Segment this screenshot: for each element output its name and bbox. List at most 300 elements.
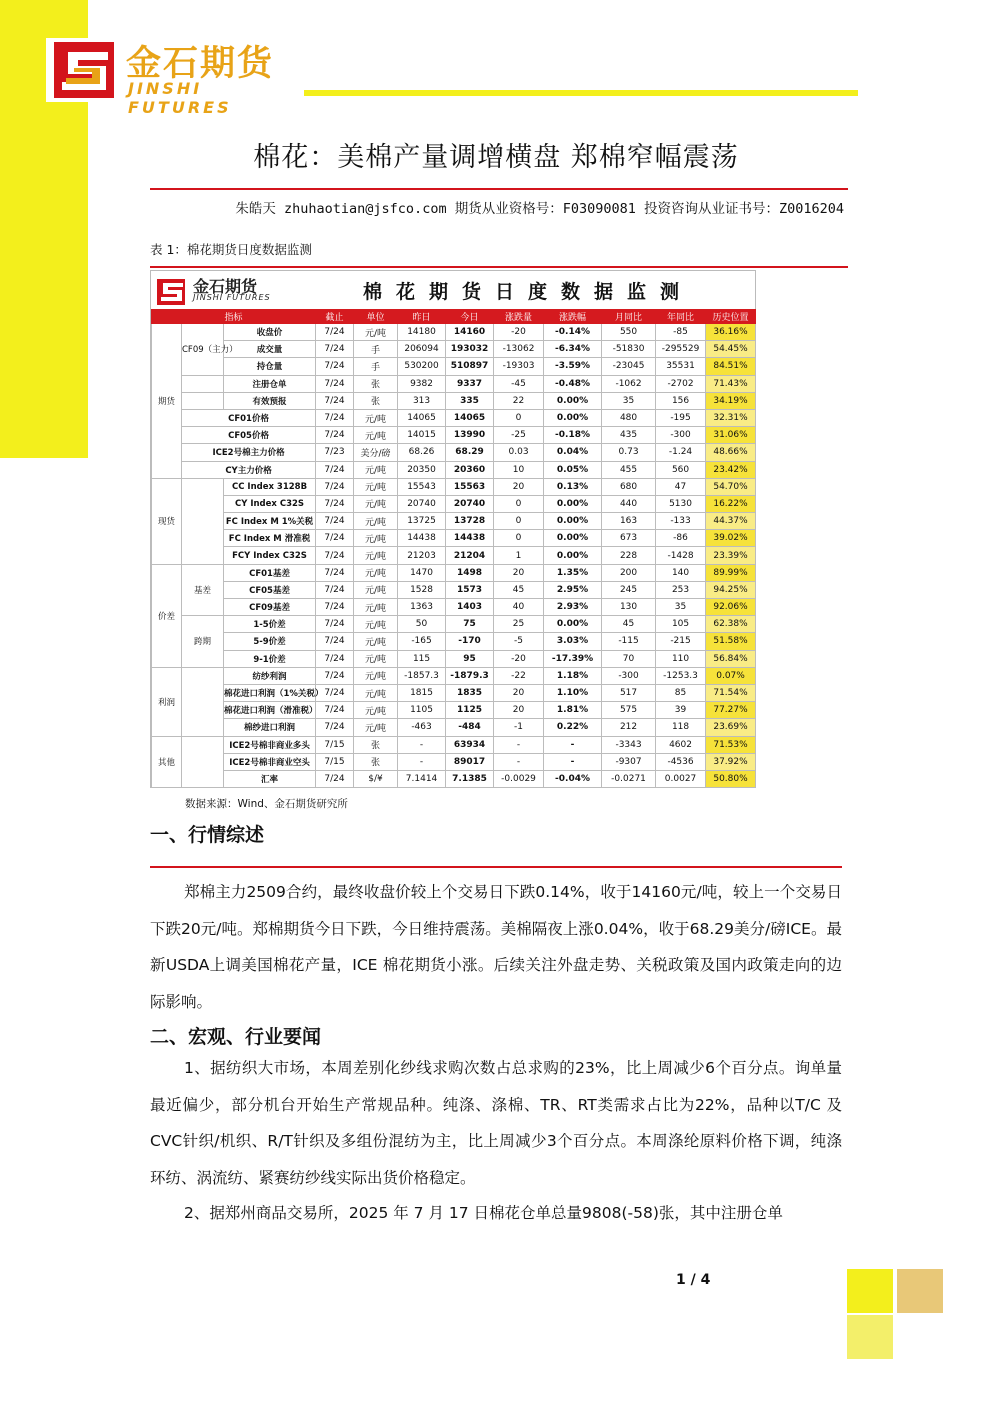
document-title: 棉花：美棉产量调增横盘 郑棉窄幅震荡 [253, 142, 739, 173]
value-cell: - [544, 736, 602, 753]
value-cell: 1528 [398, 581, 446, 598]
value-cell: -1062 [602, 375, 656, 392]
value-cell: 1835 [446, 684, 494, 701]
value-cell: - [398, 736, 446, 753]
value-cell: 0.07% [706, 667, 756, 684]
table-body [152, 324, 756, 788]
value-cell: 元/吨 [354, 564, 398, 581]
cotton-data-table [151, 309, 756, 788]
metric-label-cell: 收盘价 [224, 324, 316, 341]
value-cell: -2702 [656, 375, 706, 392]
value-cell: -51830 [602, 341, 656, 358]
value-cell: 1.18% [544, 667, 602, 684]
value-cell: 0.00% [544, 409, 602, 426]
author-line: 朱皓天 zhuhaotian@jsfco.com 期货从业资格号：F03090081 投资咨询从业证书号：Z0016204 [235, 201, 844, 217]
table-row [152, 513, 756, 530]
value-cell: 23.39% [706, 547, 756, 564]
value-cell: -1857.3 [398, 667, 446, 684]
group-label-cell: 利润 [152, 667, 182, 736]
value-cell: -85 [656, 324, 706, 341]
table-row [152, 478, 756, 495]
value-cell: 张 [354, 375, 398, 392]
table-row [152, 702, 756, 719]
header-cell: 历史位置 [706, 310, 756, 324]
value-cell: 23.69% [706, 719, 756, 736]
value-cell: 元/吨 [354, 409, 398, 426]
table-title: 棉花期货日度数据监测 [362, 281, 693, 303]
group-label-cell: 基差 [182, 564, 224, 616]
value-cell: 105 [656, 616, 706, 633]
value-cell: 20350 [398, 461, 446, 478]
table-row [152, 409, 756, 426]
value-cell: -1879.3 [446, 667, 494, 684]
value-cell: 7/24 [316, 547, 354, 564]
group-label-cell: 现货 [152, 478, 182, 564]
value-cell: 7/24 [316, 684, 354, 701]
value-cell: 36.16% [706, 324, 756, 341]
value-cell: - [494, 736, 544, 753]
value-cell: -0.48% [544, 375, 602, 392]
metric-label-cell: CY主力价格 [182, 461, 316, 478]
value-cell: 手 [354, 358, 398, 375]
value-cell: 50 [398, 616, 446, 633]
section-2-text-1: 1、据纺织大市场，本周差别化纱线求购次数占总求购的23%，比上周减少6个百分点。询单量最近偏少，部分机台开始生产常规品种。纯涤、涤棉、TR、RT类需求占比为22%，品种以T/C 及CVC针织/机织、R/T针织及多组份混纺为主，比上周减少3个百分点。本周涤纶原料价格下调，纯涤环纺、涡流纺、紧赛纺纱线实际出货价格稳定。 [150, 1059, 842, 1187]
value-cell: 元/吨 [354, 513, 398, 530]
value-cell: 673 [602, 530, 656, 547]
value-cell: -0.14% [544, 324, 602, 341]
value-cell: 35531 [656, 358, 706, 375]
table-header-banner [151, 271, 755, 310]
value-cell: 元/吨 [354, 616, 398, 633]
value-cell: 115 [398, 650, 446, 667]
metric-label-cell: ICE2号棉非商业多头 [224, 736, 316, 753]
value-cell: 440 [602, 495, 656, 512]
value-cell: 21203 [398, 547, 446, 564]
value-cell: 9337 [446, 375, 494, 392]
metric-label-cell: CF01基差 [224, 564, 316, 581]
group-label-cell [182, 375, 224, 392]
value-cell: 16.22% [706, 495, 756, 512]
table-row [152, 667, 756, 684]
value-cell: 212 [602, 719, 656, 736]
value-cell: 530200 [398, 358, 446, 375]
value-cell: -195 [656, 409, 706, 426]
table-row [152, 341, 756, 358]
value-cell: 200 [602, 564, 656, 581]
value-cell: 206094 [398, 341, 446, 358]
value-cell: 35 [656, 599, 706, 616]
value-cell: 张 [354, 753, 398, 770]
value-cell: 0.00% [544, 547, 602, 564]
value-cell: 45 [494, 581, 544, 598]
value-cell: 0.03 [494, 444, 544, 461]
table-logo-en: JINSHI FUTURES [193, 293, 271, 302]
value-cell: 14160 [446, 324, 494, 341]
value-cell: 20 [494, 478, 544, 495]
value-cell: 7/24 [316, 770, 354, 787]
value-cell: 元/吨 [354, 650, 398, 667]
value-cell: 156 [656, 392, 706, 409]
value-cell: 1105 [398, 702, 446, 719]
value-cell: 85 [656, 684, 706, 701]
title-divider [150, 188, 848, 190]
value-cell: 94.25% [706, 581, 756, 598]
value-cell: 7/24 [316, 530, 354, 547]
header-yellow-line [304, 90, 858, 96]
value-cell: 元/吨 [354, 684, 398, 701]
value-cell: 63934 [446, 736, 494, 753]
value-cell: 元/吨 [354, 427, 398, 444]
value-cell: 元/吨 [354, 599, 398, 616]
value-cell: 7/24 [316, 324, 354, 341]
value-cell: 14015 [398, 427, 446, 444]
metric-label-cell: ICE2号棉主力价格 [182, 444, 316, 461]
metric-label-cell: ICE2号棉非商业空头 [224, 753, 316, 770]
group-label-cell: 其他 [152, 736, 182, 788]
table-row [152, 375, 756, 392]
value-cell: 1 [494, 547, 544, 564]
value-cell: 32.31% [706, 409, 756, 426]
value-cell: -1253.3 [656, 667, 706, 684]
metric-label-cell: CC Index 3128B [224, 478, 316, 495]
value-cell: -1428 [656, 547, 706, 564]
table-row [152, 633, 756, 650]
value-cell: 元/吨 [354, 719, 398, 736]
value-cell: 元/吨 [354, 702, 398, 719]
value-cell: 7/24 [316, 341, 354, 358]
value-cell: 1.10% [544, 684, 602, 701]
value-cell: 1573 [446, 581, 494, 598]
value-cell: -22 [494, 667, 544, 684]
value-cell: - [494, 753, 544, 770]
value-cell: $/¥ [354, 770, 398, 787]
value-cell: -215 [656, 633, 706, 650]
value-cell: 22 [494, 392, 544, 409]
value-cell: -4536 [656, 753, 706, 770]
value-cell: 7/15 [316, 736, 354, 753]
value-cell: - [398, 753, 446, 770]
logo-chinese-text: 金石期货 [126, 44, 275, 84]
value-cell: 元/吨 [354, 633, 398, 650]
value-cell: 14180 [398, 324, 446, 341]
metric-label-cell: FCY Index C32S [224, 547, 316, 564]
value-cell: 7/24 [316, 409, 354, 426]
metric-label-cell: 注册仓单 [224, 375, 316, 392]
metric-label-cell: 有效预报 [224, 392, 316, 409]
value-cell: 13725 [398, 513, 446, 530]
header-cell: 单位 [354, 310, 398, 324]
page-number: 1 / 4 [676, 1272, 711, 1288]
value-cell: 20 [494, 564, 544, 581]
value-cell: 1363 [398, 599, 446, 616]
value-cell: 47 [656, 478, 706, 495]
group-label-cell [182, 392, 224, 409]
value-cell: -13062 [494, 341, 544, 358]
value-cell: 130 [602, 599, 656, 616]
value-cell: -20 [494, 650, 544, 667]
group-label-cell: CF09（主力） [182, 324, 224, 376]
value-cell: 2.95% [544, 581, 602, 598]
value-cell: 1125 [446, 702, 494, 719]
group-label-cell: 期货 [152, 324, 182, 479]
value-cell: 1498 [446, 564, 494, 581]
value-cell: 77.27% [706, 702, 756, 719]
group-label-cell [182, 667, 224, 736]
value-cell: 51.58% [706, 633, 756, 650]
value-cell: -300 [656, 427, 706, 444]
value-cell: 14065 [446, 409, 494, 426]
value-cell: -115 [602, 633, 656, 650]
metric-label-cell: 9-1价差 [224, 650, 316, 667]
value-cell: 118 [656, 719, 706, 736]
value-cell: 7/24 [316, 616, 354, 633]
table-caption: 表 1：棉花期货日度数据监测 [150, 242, 312, 257]
value-cell: 68.29 [446, 444, 494, 461]
group-label-cell [182, 478, 224, 564]
value-cell: -295529 [656, 341, 706, 358]
value-cell: 56.84% [706, 650, 756, 667]
metric-label-cell: 棉花进口利润（滑准税） [224, 702, 316, 719]
value-cell: 7/24 [316, 427, 354, 444]
table-header-row [152, 310, 756, 324]
value-cell: 480 [602, 409, 656, 426]
value-cell: 7/24 [316, 392, 354, 409]
data-source-note: 数据来源：Wind、金石期货研究所 [185, 798, 348, 810]
value-cell: 0 [494, 513, 544, 530]
value-cell: -133 [656, 513, 706, 530]
value-cell: 0.00% [544, 392, 602, 409]
value-cell: 7/24 [316, 513, 354, 530]
value-cell: 54.70% [706, 478, 756, 495]
value-cell: 50.80% [706, 770, 756, 787]
decorative-square [847, 1269, 893, 1313]
value-cell: -23045 [602, 358, 656, 375]
section-2-paragraph-2 [150, 1195, 842, 1232]
value-cell: 7/24 [316, 650, 354, 667]
value-cell: 7/15 [316, 753, 354, 770]
table-row [152, 616, 756, 633]
value-cell: 575 [602, 702, 656, 719]
table-row [152, 599, 756, 616]
value-cell: 25 [494, 616, 544, 633]
value-cell: 37.92% [706, 753, 756, 770]
value-cell: -5 [494, 633, 544, 650]
table-row [152, 547, 756, 564]
value-cell: 手 [354, 341, 398, 358]
value-cell: -19303 [494, 358, 544, 375]
value-cell: -86 [656, 530, 706, 547]
value-cell: -484 [446, 719, 494, 736]
value-cell: 元/吨 [354, 495, 398, 512]
table-row [152, 770, 756, 787]
value-cell: -463 [398, 719, 446, 736]
header-cell: 指标 [152, 310, 316, 324]
value-cell: 62.38% [706, 616, 756, 633]
table-row [152, 358, 756, 375]
value-cell: 48.66% [706, 444, 756, 461]
decorative-square [847, 1315, 893, 1359]
value-cell: 美分/磅 [354, 444, 398, 461]
value-cell: 0.00% [544, 513, 602, 530]
value-cell: 1403 [446, 599, 494, 616]
value-cell: 21204 [446, 547, 494, 564]
value-cell: 39.02% [706, 530, 756, 547]
value-cell: 84.51% [706, 358, 756, 375]
metric-label-cell: FC Index M 滑准税 [224, 530, 316, 547]
value-cell: -45 [494, 375, 544, 392]
value-cell: 54.45% [706, 341, 756, 358]
value-cell: -3.59% [544, 358, 602, 375]
value-cell: 245 [602, 581, 656, 598]
metric-label-cell: 1-5价差 [224, 616, 316, 633]
header-cell: 涨跌幅 [544, 310, 602, 324]
value-cell: 7/24 [316, 461, 354, 478]
table-row [152, 530, 756, 547]
value-cell: 0.13% [544, 478, 602, 495]
value-cell: 7/24 [316, 495, 354, 512]
value-cell: 35 [602, 392, 656, 409]
value-cell: 20740 [398, 495, 446, 512]
value-cell: 张 [354, 392, 398, 409]
value-cell: 元/吨 [354, 324, 398, 341]
value-cell: 7/24 [316, 719, 354, 736]
value-cell: 1815 [398, 684, 446, 701]
section-1-paragraph [150, 874, 842, 1020]
value-cell: 2.93% [544, 599, 602, 616]
value-cell: 0.0027 [656, 770, 706, 787]
value-cell: -170 [446, 633, 494, 650]
table-row [152, 753, 756, 770]
section-2-heading: 二、宏观、行业要闻 [150, 1026, 322, 1048]
value-cell: 20 [494, 702, 544, 719]
table-row [152, 736, 756, 753]
value-cell: 20740 [446, 495, 494, 512]
metric-label-cell: CF09基差 [224, 599, 316, 616]
table-row [152, 495, 756, 512]
caption-divider [150, 266, 848, 268]
table-row [152, 650, 756, 667]
table-row [152, 444, 756, 461]
value-cell: 68.26 [398, 444, 446, 461]
value-cell: -6.34% [544, 341, 602, 358]
value-cell: 71.54% [706, 684, 756, 701]
table-row [152, 564, 756, 581]
value-cell: -9307 [602, 753, 656, 770]
value-cell: 23.42% [706, 461, 756, 478]
value-cell: 15543 [398, 478, 446, 495]
header-cell: 昨日 [398, 310, 446, 324]
table-row [152, 461, 756, 478]
value-cell: 0.00% [544, 495, 602, 512]
metric-label-cell: 持仓量 [224, 358, 316, 375]
value-cell: 7/24 [316, 633, 354, 650]
value-cell: 7/24 [316, 375, 354, 392]
value-cell: 0.00% [544, 616, 602, 633]
value-cell: 313 [398, 392, 446, 409]
value-cell: 20 [494, 684, 544, 701]
value-cell: 张 [354, 736, 398, 753]
value-cell: 7/24 [316, 667, 354, 684]
value-cell: 39 [656, 702, 706, 719]
value-cell: 110 [656, 650, 706, 667]
metric-label-cell: CF05基差 [224, 581, 316, 598]
table-row [152, 392, 756, 409]
value-cell: 40 [494, 599, 544, 616]
header-cell: 涨跌量 [494, 310, 544, 324]
value-cell: 89.99% [706, 564, 756, 581]
value-cell: 44.37% [706, 513, 756, 530]
value-cell: 7/24 [316, 478, 354, 495]
value-cell: 70 [602, 650, 656, 667]
value-cell: 95 [446, 650, 494, 667]
value-cell: 45 [602, 616, 656, 633]
value-cell: 9382 [398, 375, 446, 392]
value-cell: 71.53% [706, 736, 756, 753]
section-1-text: 郑棉主力2509合约，最终收盘价较上个交易日下跌0.14%，收于14160元/吨，较上一个交易日下跌20元/吨。郑棉期货今日下跌，今日维持震荡。美棉隔夜上涨0.04%，收于68.29美分/磅ICE。最新USDA上调美国棉花产量，ICE 棉花期货小涨。后续关注外盘走势、关税政策及国内政策走向的边际影响。 [150, 883, 842, 1011]
value-cell: 14438 [398, 530, 446, 547]
value-cell: 560 [656, 461, 706, 478]
header-cell: 今日 [446, 310, 494, 324]
metric-label-cell: 纺纱利润 [224, 667, 316, 684]
value-cell: 75 [446, 616, 494, 633]
value-cell: 1470 [398, 564, 446, 581]
section-2-paragraph-1 [150, 1050, 842, 1196]
value-cell: 元/吨 [354, 530, 398, 547]
value-cell: 7/24 [316, 358, 354, 375]
header-cell: 截止 [316, 310, 354, 324]
table-logo-cn: 金石期货 [193, 277, 258, 296]
metric-label-cell: 成交量 [224, 341, 316, 358]
value-cell: 7/24 [316, 581, 354, 598]
value-cell: 7.1414 [398, 770, 446, 787]
section-1-heading: 一、行情综述 [150, 824, 265, 846]
value-cell: -20 [494, 324, 544, 341]
company-logo [46, 38, 304, 117]
value-cell: -165 [398, 633, 446, 650]
value-cell: 163 [602, 513, 656, 530]
value-cell: 7/24 [316, 599, 354, 616]
header-cell: 月同比 [602, 310, 656, 324]
value-cell: 680 [602, 478, 656, 495]
value-cell: 435 [602, 427, 656, 444]
value-cell: 1.35% [544, 564, 602, 581]
group-label-cell [182, 736, 224, 788]
data-table-figure [150, 270, 756, 788]
value-cell: 元/吨 [354, 478, 398, 495]
value-cell: 0.73 [602, 444, 656, 461]
metric-label-cell: 汇率 [224, 770, 316, 787]
header-cell: 年同比 [656, 310, 706, 324]
value-cell: 510897 [446, 358, 494, 375]
table-row [152, 581, 756, 598]
value-cell: 15563 [446, 478, 494, 495]
value-cell: -0.0029 [494, 770, 544, 787]
metric-label-cell: 棉花进口利润（1%关税） [224, 684, 316, 701]
metric-label-cell: 棉纱进口利润 [224, 719, 316, 736]
value-cell: 14438 [446, 530, 494, 547]
value-cell: 5130 [656, 495, 706, 512]
value-cell: 13728 [446, 513, 494, 530]
value-cell: 7/23 [316, 444, 354, 461]
value-cell: 228 [602, 547, 656, 564]
value-cell: 13990 [446, 427, 494, 444]
value-cell: 0 [494, 409, 544, 426]
value-cell: -3343 [602, 736, 656, 753]
value-cell: 517 [602, 684, 656, 701]
value-cell: 455 [602, 461, 656, 478]
section-divider [150, 866, 842, 868]
value-cell: 元/吨 [354, 547, 398, 564]
